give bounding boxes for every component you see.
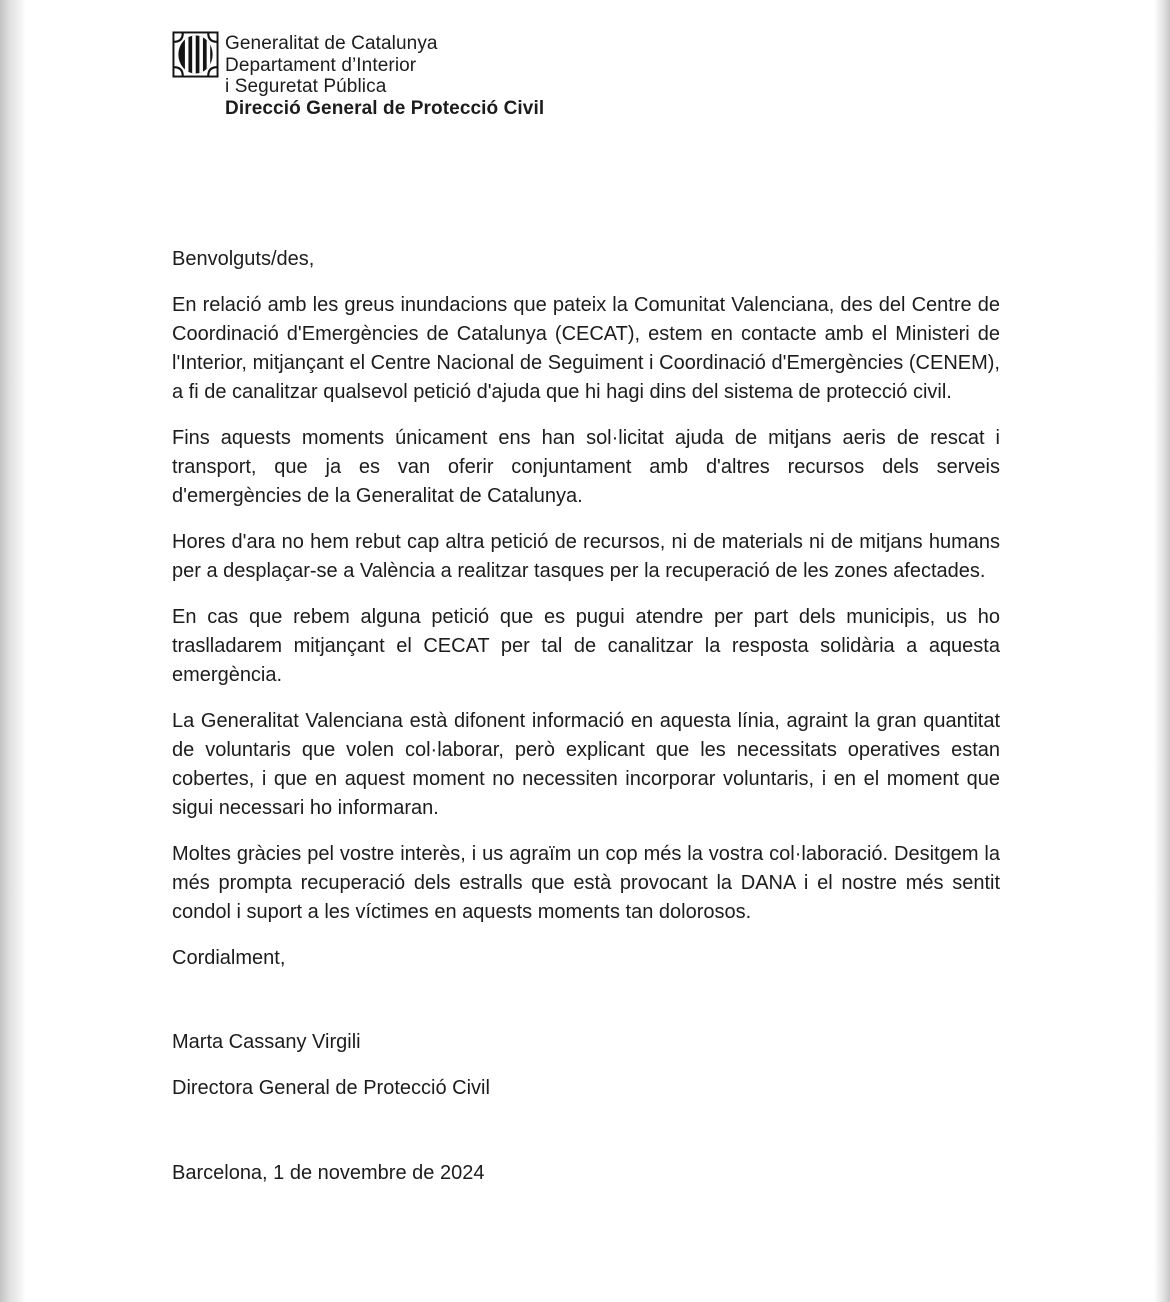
paragraph-6: Moltes gràcies pel vostre interès, i us agraïm un cop més la vostra col·laboració. Desitgem la més prompta recuperació dels estralls que està provocant la DANA i el nostre més sentit condol i suport a les víctimes en aquests moments tan dolorosos.	[172, 843, 1000, 923]
place-date: Barcelona, 1 de novembre de 2024	[172, 1162, 485, 1184]
org-name: Generalitat de Catalunya	[225, 33, 438, 54]
paragraph-1: En relació amb les greus inundacions que pateix la Comunitat Valenciana, des del Centre de Coordinació d'Emergències de Catalunya (CECAT), estem en contacte amb el Ministeri de l'Interior, mitjançant el Centre Nacional de Seguiment i Coordinació d'Emergències (CENEM), a fi de canalitzar qualsevol petició d'ajuda que hi hagi dins del sistema de protecció civil.	[172, 294, 1000, 403]
paragraph-5: La Generalitat Valenciana està difonent informació en aquesta línia, agraint la gran quantitat de voluntaris que volen col·laborar, però explicant que les necessitats operatives estan cobertes, i que en aquest moment no necessiten incorporar voluntaris, i en el moment que sigui necessari ho informaran.	[172, 710, 1000, 819]
org-department-line1: Departament d’Interior	[225, 54, 417, 76]
org-direction-general: Direcció General de Protecció Civil	[225, 97, 545, 119]
letterhead	[172, 31, 1000, 119]
salutation: Benvolguts/des,	[172, 248, 315, 270]
letterhead-text	[225, 31, 544, 119]
paragraph-2: Fins aquests moments únicament ens han sol·licitat ajuda de mitjans aeris de rescat i transport, que ja es van oferir conjuntament amb d'altres recursos dels serveis d'emergències de la Generalitat de Catalunya.	[172, 427, 1000, 507]
generalitat-logo-icon	[172, 31, 219, 78]
org-department-line2: i Seguretat Pública	[225, 76, 387, 97]
letter-body	[172, 245, 1000, 1188]
closing: Cordialment,	[172, 947, 286, 969]
signature-name: Marta Cassany Virgili	[172, 1031, 361, 1053]
signature-title: Directora General de Protecció Civil	[172, 1077, 490, 1099]
paragraph-3: Hores d'ara no hem rebut cap altra petició de recursos, ni de materials ni de mitjans humans per a desplaçar-se a València a realitzar tasques per la recuperació de les zones afectades.	[172, 531, 1000, 582]
paragraph-4: En cas que rebem alguna petició que es pugui atendre per part dels municipis, us ho traslladarem mitjançant el CECAT per tal de canalitzar la resposta solidària a aquesta emergència.	[172, 606, 1000, 686]
